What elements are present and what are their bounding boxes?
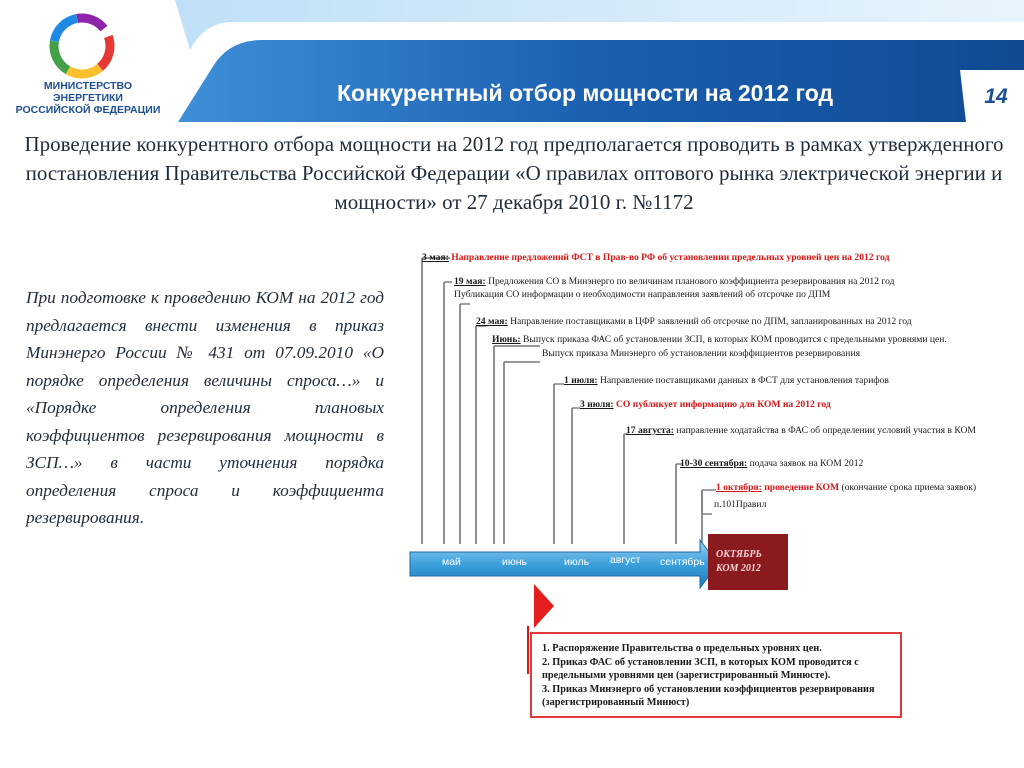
timeline-event: 24 мая: Направление поставщиками в ЦФР заявлений об отсрочке по ДПМ, запланированных на 2012 год [476,316,912,327]
timeline-diagram [400,244,1020,724]
document-item: 2. Приказ ФАС об установлении ЗСП, в которых КОМ проводится с предельными уровнями цен (зарегистрированный Минюстe). [542,656,859,681]
timeline-event: 1 октября: проведение КОМ (окончание срока приема заявок) [716,482,977,493]
red-flag-icon [528,584,558,628]
month-label: сентябрь [660,556,705,568]
timeline-event: Июнь: Выпуск приказа ФАС об установлении ЗСП, в которых КОМ проводится с предельными уровнями цен. [492,334,947,345]
month-label: август [610,554,641,566]
timeline-event: 17 августа: направление ходатайства в ФАС об определении условий участия в КОМ [626,425,976,436]
october-box [708,534,788,590]
page-title: Конкурентный отбор мощности на 2012 год [336,80,834,106]
timeline-event: 19 мая: Предложения СО в Минэнерго по величинам планового коэффициента резервирования на 2012 год [454,276,895,287]
page-number: 14 [984,85,1008,108]
document-item: 3. Приказ Минэнерго об установлении коэффициентов резервирования (зарегистрированный Минюст) [542,683,875,708]
month-label: май [442,556,461,568]
ministry-name-line1: МИНИСТЕРСТВО ЭНЕРГЕТИКИ [43,80,133,104]
timeline-event: 3 мая: Направление предложений ФСТ в Прав-во РФ об установлении предельных уровней цен на 2012 год [422,252,890,263]
timeline-event: Выпуск приказа Минэнерго об установлении коэффициентов резервирования [542,348,860,359]
october-box-line1: ОКТЯБРЬ [716,549,762,560]
timeline-event: 1 июля: Направление поставщиками данных в ФСТ для установления тарифов [564,375,889,386]
timeline-event: 3 июля: СО публикует информацию для КОМ на 2012 год [580,399,831,410]
ministry-name [8,80,168,116]
document-item: 1. Распоряжение Правительства о предельных уровнях цен. [542,643,822,654]
timeline-event: Публикация СО информации о необходимости направления заявлений об отсрочке по ДПМ [454,289,831,300]
ministry-name-line2: РОССИЙСКОЙ ФЕДЕРАЦИИ [15,104,161,116]
october-box-line2: КОМ 2012 [716,563,761,574]
month-label: июль [564,556,590,568]
ministry-logo-icon [40,8,124,84]
intro-paragraph: Проведение конкурентного отбора мощности на 2012 год предполагается проводить в рамках утвержденного постановления Правительства Российской Федерации «О правилах оптового рынка электрической энергии и мощности» от 27 декабря 2010 г. №1172 [24,132,1004,214]
proposal-note: При подготовке к проведению КОМ на 2012 год предлагается внести изменения в приказ Минэнерго России № 431 от 07.09.2010 «О порядке определения величины спроса…» и «Порядке определения плановых коэффициентов резервирования мощности в ЗСП…» в части уточнения порядка определения спроса и коэффициента резервирования. [26,288,384,527]
timeline-event: п.101Правил [714,499,767,510]
timeline-event: 10-30 сентября: подача заявок на КОМ 2012 [680,458,864,469]
month-label: июнь [502,556,528,568]
documents-box [530,632,902,718]
